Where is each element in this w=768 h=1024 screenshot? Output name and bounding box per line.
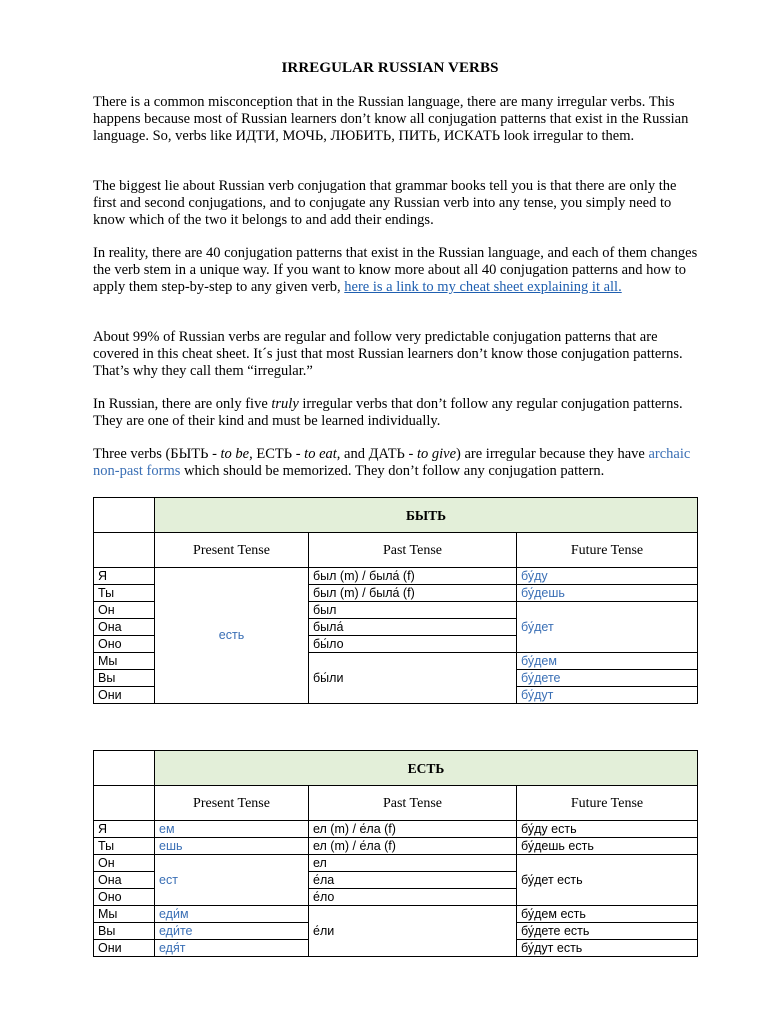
future-cell: бу́дет: [517, 602, 698, 653]
future-cell: бу́дете есть: [517, 923, 698, 940]
table-corner: [94, 786, 155, 821]
three-verbs-text-a: Three verbs (БЫТЬ -: [93, 446, 221, 462]
page-title: IRREGULAR RUSSIAN VERBS: [281, 60, 499, 76]
pronoun-cell: Ты: [94, 585, 155, 602]
to-eat-emphasis: to eat: [304, 446, 337, 462]
archaic-forms-highlight: archaic non-past forms: [93, 446, 691, 479]
past-cell: был: [309, 602, 517, 619]
future-cell: бу́дешь есть: [517, 838, 698, 855]
pronoun-cell: Он: [94, 602, 155, 619]
truly-emphasis: truly: [271, 396, 299, 412]
pronoun-cell: Мы: [94, 653, 155, 670]
past-cell: был (m) / была́ (f): [309, 568, 517, 585]
past-cell: е́ло: [309, 889, 517, 906]
paragraph-biggest-lie: The biggest lie about Russian verb conjugation that grammar books tell you is that there are only the first and second conjugations, and to conjugate any Russian verb into any tense, you simply need to know which of the two it belongs to and add their endings.: [93, 178, 677, 228]
verb-header: БЫТЬ: [155, 498, 698, 533]
past-cell: ел: [309, 855, 517, 872]
future-cell: бу́дешь: [517, 585, 698, 602]
pronoun-cell: Мы: [94, 906, 155, 923]
column-header-future: Future Tense: [517, 533, 698, 568]
table-corner: [94, 751, 155, 786]
pronoun-cell: Они: [94, 940, 155, 957]
verb-header: ЕСТЬ: [155, 751, 698, 786]
five-irregular-text-b: irregular verbs that don’t follow any regular conjugation patterns. They are one of their kind and must be learned individually.: [93, 396, 683, 429]
future-cell: бу́дем: [517, 653, 698, 670]
past-cell: бы́ло: [309, 636, 517, 653]
future-cell: бу́дем есть: [517, 906, 698, 923]
past-cell: была́: [309, 619, 517, 636]
to-give-emphasis: to give: [416, 446, 457, 462]
paragraph-three-verbs: [93, 446, 701, 480]
column-header-past: Past Tense: [309, 786, 517, 821]
past-cell: е́ли: [309, 906, 517, 957]
pronoun-cell: Я: [94, 821, 155, 838]
paragraph-misconception: There is a common misconception that in the Russian language, there are many irregular verbs. This happens because most of Russian learners don’t know all conjugation patterns that exist in the Russian language. So, verbs like ИДТИ, МОЧЬ, ЛЮБИТЬ, ПИТЬ, ИСКАТЬ look irregular to them.: [93, 94, 689, 144]
present-cell: ест: [155, 855, 309, 906]
three-verbs-text-c: , and ДАТЬ -: [336, 446, 417, 462]
pronoun-cell: Он: [94, 855, 155, 872]
paragraph-regular-verbs: About 99% of Russian verbs are regular and follow very predictable conjugation patterns that are covered in this cheat sheet. It´s just that most Russian learners don’t know those conjugation patterns. That’s why they call them “irregular.”: [93, 329, 683, 379]
pronoun-cell: Я: [94, 568, 155, 585]
future-cell: бу́ду: [517, 568, 698, 585]
conjugation-table-byt: [93, 497, 698, 704]
column-header-future: Future Tense: [517, 786, 698, 821]
present-cell: ешь: [155, 838, 309, 855]
five-irregular-text-a: In Russian, there are only five: [93, 396, 272, 412]
pronoun-cell: Она: [94, 619, 155, 636]
present-cell: есть: [155, 568, 309, 704]
past-cell: был (m) / была́ (f): [309, 585, 517, 602]
three-verbs-text-d: ) are irregular because they have: [456, 446, 649, 462]
column-header-past: Past Tense: [309, 533, 517, 568]
column-header-present: Present Tense: [155, 786, 309, 821]
table-corner: [94, 498, 155, 533]
future-cell: бу́ду есть: [517, 821, 698, 838]
three-verbs-text-e: which should be memorized. They don’t follow any conjugation pattern.: [180, 463, 605, 479]
paragraph-five-irregular: [93, 396, 701, 430]
future-cell: бу́дет есть: [517, 855, 698, 906]
pronoun-cell: Оно: [94, 636, 155, 653]
reality-text: In reality, there are 40 conjugation patterns that exist in the Russian language, and each of them changes the verb stem in a unique way. If you want to know more about all 40 conjugation patterns and how to apply them step-by-step to any given verb,: [93, 245, 698, 295]
future-cell: бу́дут: [517, 687, 698, 704]
column-header-present: Present Tense: [155, 533, 309, 568]
future-cell: бу́дут есть: [517, 940, 698, 957]
present-cell: едя́т: [155, 940, 309, 957]
pronoun-cell: Ты: [94, 838, 155, 855]
present-cell: еди́те: [155, 923, 309, 940]
pronoun-cell: Оно: [94, 889, 155, 906]
cheat-sheet-link[interactable]: here is a link to my cheat sheet explaining it all.: [344, 279, 622, 295]
past-cell: ел (m) / е́ла (f): [309, 821, 517, 838]
pronoun-cell: Вы: [94, 923, 155, 940]
pronoun-cell: Она: [94, 872, 155, 889]
past-cell: ел (m) / е́ла (f): [309, 838, 517, 855]
present-cell: ем: [155, 821, 309, 838]
pronoun-cell: Они: [94, 687, 155, 704]
conjugation-table-yest: [93, 750, 698, 957]
to-be-emphasis: to be: [220, 446, 250, 462]
future-cell: бу́дете: [517, 670, 698, 687]
pronoun-cell: Вы: [94, 670, 155, 687]
table-corner: [94, 533, 155, 568]
paragraph-reality: [93, 245, 701, 296]
three-verbs-text-b: , ЕСТЬ -: [249, 446, 305, 462]
present-cell: еди́м: [155, 906, 309, 923]
past-cell: бы́ли: [309, 653, 517, 704]
past-cell: е́ла: [309, 872, 517, 889]
